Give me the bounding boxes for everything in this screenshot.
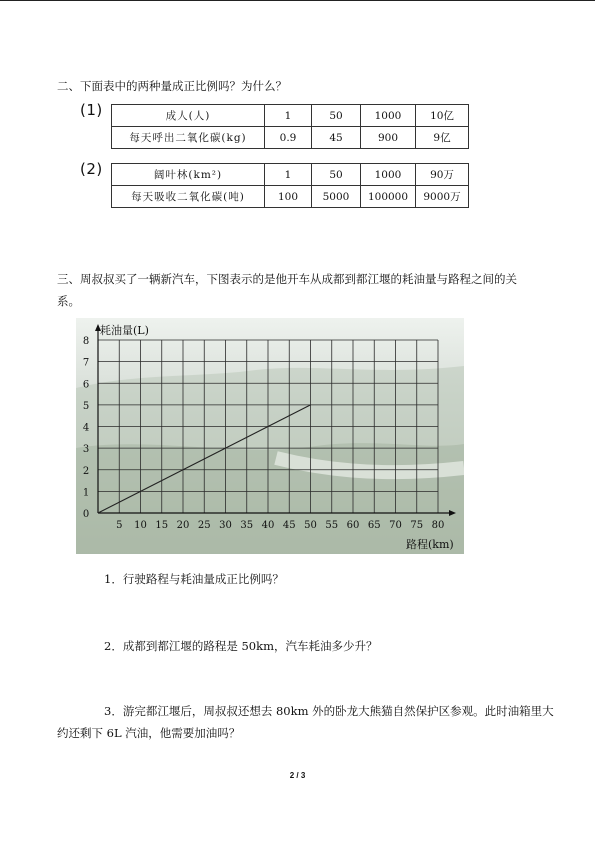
x-tick-label: 30 — [219, 520, 232, 531]
table2 — [111, 163, 469, 208]
x-tick-label: 35 — [240, 520, 254, 531]
table-row — [112, 105, 469, 127]
section3-intro-line1: 三、周叔叔买了一辆新汽车，下图表示的是他开车从成都到都江堰的耗油量与路程之间的关 — [57, 272, 517, 286]
table-cell: 100 — [265, 186, 312, 208]
y-axis-label: 耗油量(L) — [100, 324, 149, 337]
x-tick-label: 20 — [176, 520, 190, 531]
table-cell: 0.9 — [265, 127, 312, 149]
fuel-distance-chart — [76, 318, 464, 554]
y-tick-label: 4 — [82, 422, 90, 434]
table1 — [111, 104, 469, 149]
table-cell: 成人(人) — [112, 105, 265, 127]
table-cell: 45 — [312, 127, 361, 149]
table-cell: 50 — [312, 164, 361, 186]
table-cell: 1 — [265, 105, 312, 127]
y-tick-label: 6 — [82, 379, 90, 391]
table-cell: 每天呼出二氧化碳(kg) — [112, 127, 265, 149]
table-cell: 1000 — [361, 164, 416, 186]
top-rule — [0, 0, 595, 1]
table-cell: 5000 — [312, 186, 361, 208]
table1-label: (1) — [80, 101, 103, 119]
x-tick-label: 15 — [155, 520, 169, 531]
table-cell: 9000万 — [416, 186, 469, 208]
table-cell: 每天吸收二氧化碳(吨) — [112, 186, 265, 208]
table-row — [112, 186, 469, 208]
table-cell: 1 — [265, 164, 312, 186]
x-tick-label: 60 — [346, 520, 360, 531]
x-tick-label: 50 — [304, 520, 317, 531]
table-cell: 1000 — [361, 105, 416, 127]
table-cell: 90万 — [416, 164, 469, 186]
y-tick-label: 8 — [82, 336, 90, 347]
y-tick-label: 0 — [82, 509, 90, 520]
table-cell: 100000 — [361, 186, 416, 208]
chart-svg — [76, 318, 464, 554]
table-cell: 50 — [312, 105, 361, 127]
x-tick-label: 10 — [134, 520, 147, 531]
y-tick-label: 2 — [82, 465, 90, 477]
x-axis-label: 路程(km) — [406, 538, 454, 551]
x-tick-label: 75 — [410, 520, 424, 531]
question-3-line2: 约还剩下 6L 汽油，他需要加油吗？ — [57, 726, 241, 740]
x-tick-label: 65 — [367, 520, 381, 531]
x-tick-label: 5 — [116, 520, 123, 531]
question-2: 2．成都到都江堰的路程是 50km，汽车耗油多少升？ — [104, 639, 378, 653]
x-tick-label: 70 — [389, 520, 402, 531]
table-cell: 10亿 — [416, 105, 469, 127]
x-tick-label: 45 — [282, 520, 296, 531]
y-tick-label: 1 — [82, 487, 90, 499]
table2-label: (2) — [80, 160, 103, 178]
y-tick-label: 7 — [82, 357, 90, 369]
x-tick-label: 40 — [261, 520, 275, 531]
y-tick-label: 3 — [82, 444, 90, 456]
table-row — [112, 127, 469, 149]
x-tick-label: 25 — [197, 520, 211, 531]
page-number: 2 / 3 — [289, 771, 306, 780]
question-3-line1: 3．游完都江堰后，周叔叔还想去 80km 外的卧龙大熊猫自然保护区参观。此时油箱里大 — [104, 704, 554, 718]
x-tick-label: 80 — [431, 520, 445, 531]
table-cell: 9亿 — [416, 127, 469, 149]
y-tick-label: 5 — [82, 400, 90, 412]
question-1: 1．行驶路程与耗油量成正比例吗？ — [104, 572, 284, 586]
section3-intro-line2: 系。 — [57, 294, 80, 308]
table-cell: 阔叶林(km²) — [112, 164, 265, 186]
table-cell: 900 — [361, 127, 416, 149]
table-row — [112, 164, 469, 186]
x-tick-label: 55 — [325, 520, 339, 531]
section2-heading: 二、下面表中的两种量成正比例吗？为什么？ — [57, 79, 287, 93]
